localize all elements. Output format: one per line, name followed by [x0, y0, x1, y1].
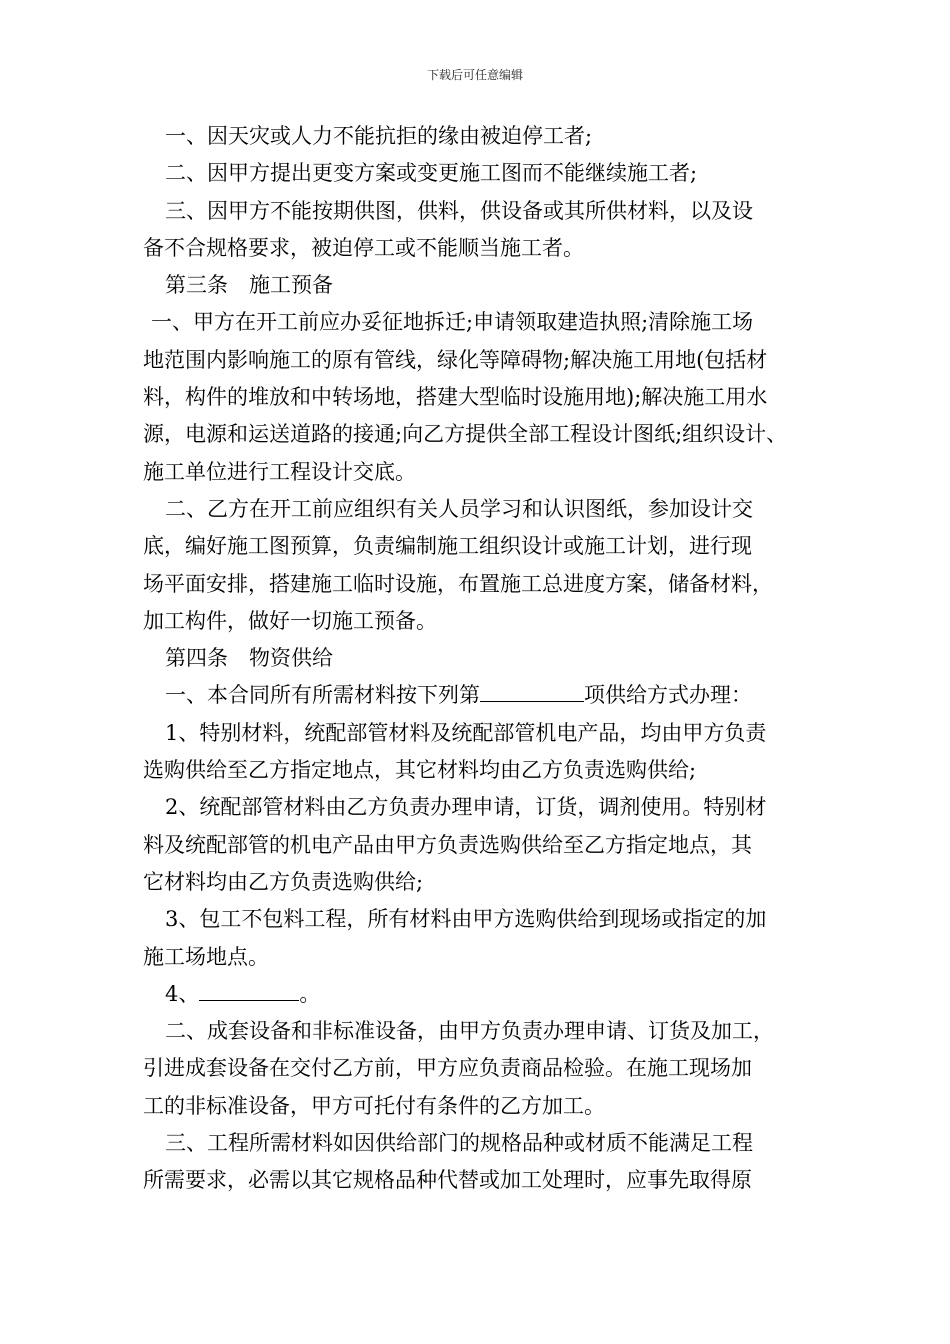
text-line: 三、工程所需材料如因供给部门的规格品种或材质不能满足工程: [165, 1131, 753, 1156]
text-line: 底，编好施工图预算，负责编制施工组织设计或施工计划，进行现: [143, 534, 752, 559]
text-line: 场平面安排，搭建施工临时设施，布置施工总进度方案，储备材料，: [143, 571, 773, 596]
paragraph-block-3: [143, 1013, 808, 1199]
text-line: 施工单位进行工程设计交底。: [143, 459, 416, 484]
text-line: 引进成套设备在交付乙方前，甲方应负责商品检验。在施工现场加: [143, 1056, 752, 1081]
blank-line-prefix: 一、本合同所有所需材料按下列第: [165, 683, 480, 708]
fill-in-blank[interactable]: [199, 978, 299, 1001]
blank-line-suffix: 。: [299, 981, 321, 1006]
blank-line-prefix: 4、: [165, 981, 200, 1006]
blank-line-item-4: [143, 976, 808, 1013]
text-line: 源，电源和运送道路的接通;向乙方提供全部工程设计图纸;组织设计、: [143, 422, 788, 447]
text-line: 选购供给至乙方指定地点，其它材料均由乙方负责选购供给;: [143, 758, 697, 783]
text-line: 1、特别材料，统配部管材料及统配部管机电产品，均由甲方负责: [165, 720, 767, 745]
text-line: 第四条 物资供给: [165, 646, 333, 671]
text-line: 地范围内影响施工的原有管线，绿化等障碍物;解决施工用地(包括材: [143, 347, 768, 372]
blank-line-supply-method: [143, 677, 808, 714]
text-line: 工的非标准设备，甲方可托付有条件的乙方加工。: [143, 1093, 605, 1118]
text-line: 二、成套设备和非标准设备，由甲方负责办理申请、订货及加工，: [165, 1019, 774, 1044]
text-line: 所需要求，必需以其它规格品种代替或加工处理时，应事先取得原: [143, 1168, 752, 1193]
fill-in-blank[interactable]: [480, 679, 584, 702]
document-body: [143, 118, 808, 1200]
text-line: 3、包工不包料工程，所有材料由甲方选购供给到现场或指定的加: [165, 907, 767, 932]
text-line: 料及统配部管的机电产品由甲方负责选购供给至乙方指定地点，其: [143, 832, 752, 857]
text-line: 料，构件的堆放和中转场地，搭建大型临时设施用地);解决施工用水: [143, 385, 768, 410]
text-line: 二、因甲方提出更变方案或变更施工图而不能继续施工者;: [165, 161, 698, 186]
page-header: 下载后可任意编辑: [426, 68, 523, 82]
text-line: 2、统配部管材料由乙方负责办理申请，订货，调剂使用。特别材: [165, 795, 767, 820]
text-line: 备不合规格要求，被迫停工或不能顺当施工者。: [143, 235, 584, 260]
text-line: 三、因甲方不能按期供图，供料，供设备或其所供材料，以及设: [165, 198, 753, 223]
text-line: 一、因天灾或人力不能抗拒的缘由被迫停工者;: [165, 124, 593, 148]
text-line: 二、乙方在开工前应组织有关人员学习和认识图纸，参加设计交: [165, 496, 753, 521]
blank-line-suffix: 项供给方式办理：: [584, 683, 752, 708]
paragraph-block-1: [143, 118, 808, 677]
text-line: 加工构件，做好一切施工预备。: [143, 608, 437, 633]
paragraph-block-2: [143, 715, 808, 976]
text-line: 它材料均由乙方负责选购供给;: [143, 869, 424, 894]
text-line: 一、甲方在开工前应办妥征地拆迁;申请领取建造执照;清除施工场: [151, 310, 754, 335]
text-line: 施工场地点。: [143, 944, 269, 969]
text-line: 第三条 施工预备: [165, 273, 333, 298]
